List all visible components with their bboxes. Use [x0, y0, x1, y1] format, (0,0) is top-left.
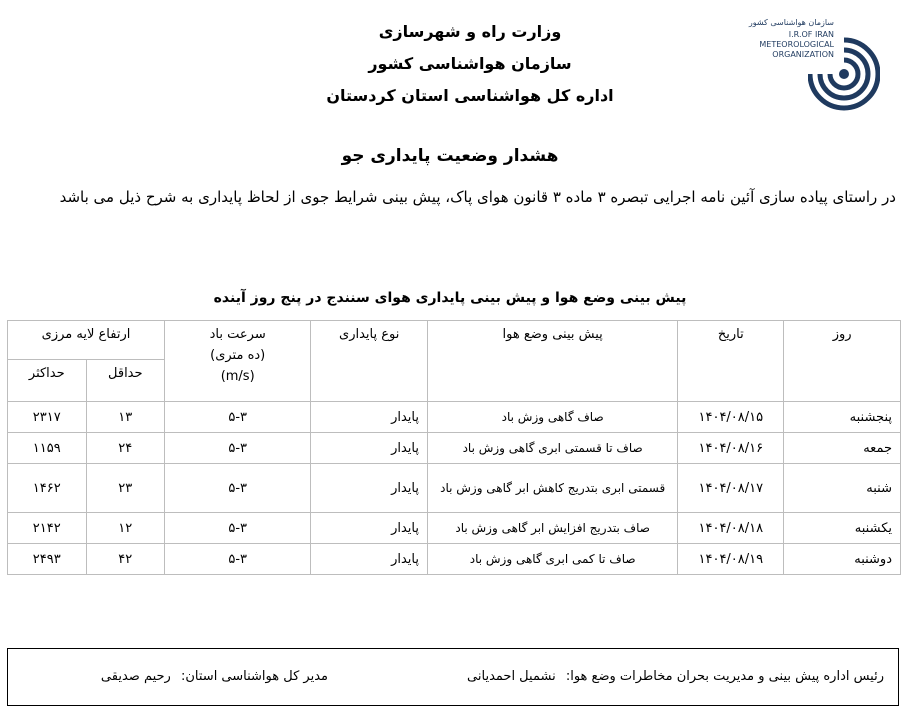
intro-paragraph: در راستای پیاده سازی آئین نامه اجرایی تبصره ۳ ماده ۳ قانون هوای پاک، پیش بینی شرایط جوی از لحاظ پایداری به شرح ذیل می باشد — [59, 188, 896, 206]
header-wind-line1: سرعت باد — [209, 327, 266, 342]
director-name: رحیم صدیقی — [100, 669, 171, 684]
cell-min: ۴۲ — [86, 544, 164, 575]
cell-day: یکشنبه — [784, 513, 901, 544]
page-title: هشدار وضعیت پایداری جو — [341, 146, 559, 166]
crisis-head-signature — [467, 669, 884, 684]
cell-stability: پایدار — [311, 464, 428, 513]
table-row — [8, 544, 901, 575]
cell-day: شنبه — [784, 464, 901, 513]
cell-max: ۱۱۵۹ — [8, 433, 87, 464]
table-row — [8, 464, 901, 513]
cell-max: ۱۴۶۲ — [8, 464, 87, 513]
logo-text-en-2: METEOROLOGICAL — [759, 40, 834, 49]
cell-date: ۱۴۰۴/۰۸/۱۸ — [678, 513, 784, 544]
cell-stability: پایدار — [311, 433, 428, 464]
logo-text-fa: سازمان هواشناسی کشور — [748, 18, 834, 27]
cell-wind: ۵-۳ — [165, 402, 311, 433]
header-wind-line3: (m/s) — [220, 369, 255, 384]
table-caption: پیش بینی وضع هوا و پیش بینی پایداری هوای سنندج در پنج روز آینده — [213, 290, 687, 306]
header-min: حداقل — [86, 360, 164, 402]
header-weather: پیش بینی وضع هوا — [428, 321, 678, 402]
director-signature — [101, 669, 328, 684]
cell-day: جمعه — [784, 433, 901, 464]
header-wind — [165, 321, 311, 402]
logo-text-en-3: ORGANIZATION — [772, 50, 834, 59]
forecast-table — [7, 320, 901, 575]
cell-min: ۲۳ — [86, 464, 164, 513]
header-max: حداکثر — [8, 360, 87, 402]
cell-date: ۱۴۰۴/۰۸/۱۵ — [678, 402, 784, 433]
header-date: تاریخ — [678, 321, 784, 402]
cell-date: ۱۴۰۴/۰۸/۱۶ — [678, 433, 784, 464]
cell-weather: صاف بتدریج افزایش ابر گاهی وزش باد — [428, 513, 678, 544]
table-row — [8, 433, 901, 464]
header-wind-line2: (ده متری) — [210, 348, 266, 363]
cell-weather: صاف تا کمی ابری گاهی وزش باد — [428, 544, 678, 575]
cell-weather: قسمتی ابری بتدریج کاهش ابر گاهی وزش باد — [428, 464, 678, 513]
cell-wind: ۵-۳ — [165, 464, 311, 513]
office-name: اداره کل هواشناسی استان کردستان — [326, 86, 614, 105]
cell-date: ۱۴۰۴/۰۸/۱۷ — [678, 464, 784, 513]
logo-text-en-1: I.R.OF IRAN — [788, 30, 834, 39]
cell-max: ۲۱۴۲ — [8, 513, 87, 544]
signature-footer — [7, 648, 899, 706]
cell-min: ۱۲ — [86, 513, 164, 544]
cell-day: پنجشنبه — [784, 402, 901, 433]
table-row — [8, 513, 901, 544]
cell-weather: صاف گاهی وزش باد — [428, 402, 678, 433]
header-boundary-layer: ارتفاع لایه مرزی — [8, 321, 165, 360]
cell-day: دوشنبه — [784, 544, 901, 575]
crisis-head-name: نشمیل احمدیانی — [467, 669, 556, 684]
cell-weather: صاف تا قسمتی ابری گاهی وزش باد — [428, 433, 678, 464]
header-day: روز — [784, 321, 901, 402]
cell-wind: ۵-۳ — [165, 513, 311, 544]
crisis-head-label: رئیس اداره پیش بینی و مدیریت بحران مخاطرات وضع هوا: — [565, 669, 884, 684]
cell-max: ۲۴۹۳ — [8, 544, 87, 575]
spiral-emblem-icon — [808, 34, 880, 114]
cell-stability: پایدار — [311, 402, 428, 433]
cell-stability: پایدار — [311, 544, 428, 575]
cell-min: ۱۳ — [86, 402, 164, 433]
cell-stability: پایدار — [311, 513, 428, 544]
table-row — [8, 402, 901, 433]
ministry-name: وزارت راه و شهرسازی — [378, 22, 562, 41]
header-stability: نوع پایداری — [311, 321, 428, 402]
cell-min: ۲۴ — [86, 433, 164, 464]
cell-wind: ۵-۳ — [165, 544, 311, 575]
cell-max: ۲۳۱۷ — [8, 402, 87, 433]
director-label: مدیر کل هواشناسی استان: — [180, 669, 328, 684]
meteorological-organization-logo — [748, 18, 880, 114]
cell-date: ۱۴۰۴/۰۸/۱۹ — [678, 544, 784, 575]
organization-name: سازمان هواشناسی کشور — [368, 54, 572, 73]
cell-wind: ۵-۳ — [165, 433, 311, 464]
